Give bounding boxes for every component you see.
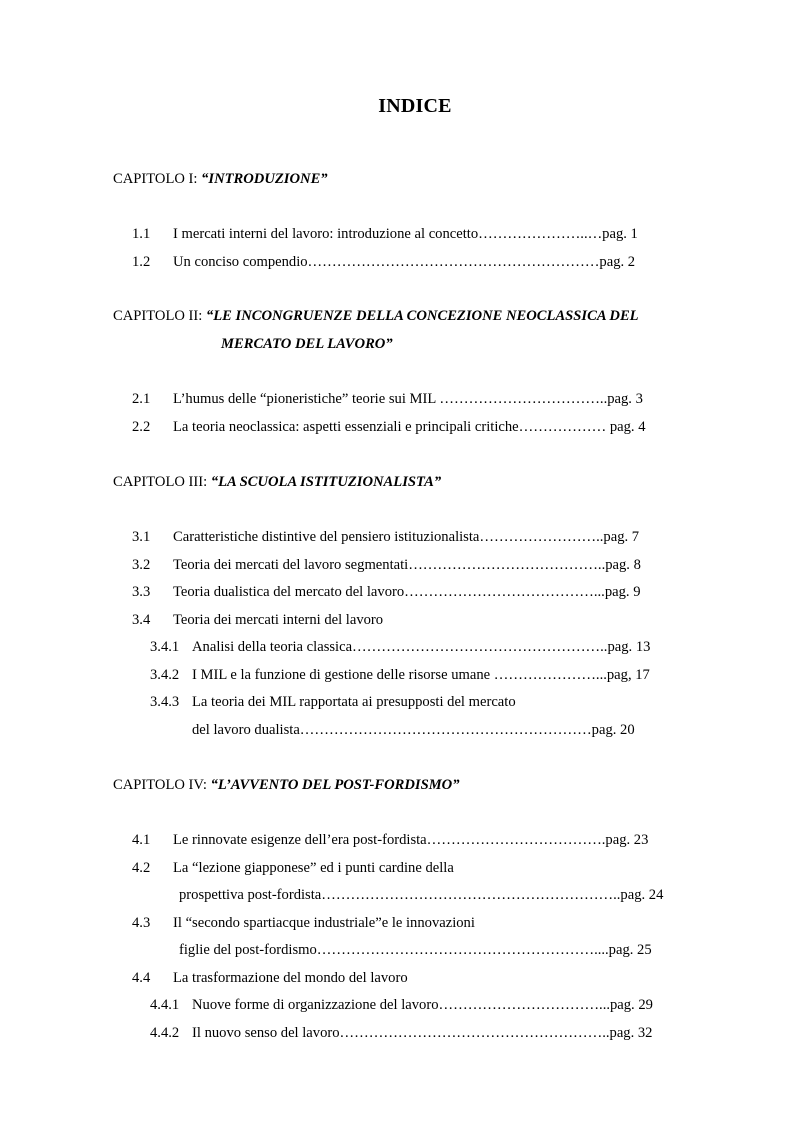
- chapter-label: CAPITOLO IV:: [113, 777, 211, 793]
- entry-number: 3.4.1: [150, 639, 180, 655]
- entry-text-continued: figlie del post-fordismo…………………………………………………....pag. 25: [179, 942, 652, 958]
- entry-number: 4.4.2: [150, 1025, 180, 1041]
- entry-number: 1.1: [132, 226, 151, 242]
- chapter-label: CAPITOLO I:: [113, 171, 202, 187]
- chapter-label: CAPITOLO III:: [113, 474, 211, 490]
- entry-text: Teoria dei mercati del lavoro segmentati…………………………………..pag. 8: [173, 557, 641, 573]
- entry-text: Il nuovo senso del lavoro………………………………………………..pag. 32: [192, 1025, 653, 1041]
- entry-text: I MIL e la funzione di gestione delle risorse umane …………………...pag, 17: [192, 667, 650, 683]
- entry-text: La teoria neoclassica: aspetti essenziali e principali critiche……………… pag. 4: [173, 419, 646, 435]
- entry-number: 4.4: [132, 970, 151, 986]
- entry-text: La teoria dei MIL rapportata ai presupposti del mercato: [192, 694, 516, 710]
- chapter-heading: [113, 169, 328, 189]
- entry-number: 3.1: [132, 529, 151, 545]
- chapter-title: “L’AVVENTO DEL POST-FORDISMO”: [210, 777, 460, 793]
- entry-number: 4.2: [132, 860, 151, 876]
- chapter-title: “INTRODUZIONE”: [201, 171, 328, 187]
- entry-text: Un conciso compendio……………………………………………………pag. 2: [173, 254, 636, 270]
- entry-text: Il “secondo spartiacque industriale”e le innovazioni: [173, 915, 475, 931]
- entry-text: Nuove forme di organizzazione del lavoro……………………………...pag. 29: [192, 997, 653, 1013]
- entry-number: 4.3: [132, 915, 151, 931]
- entry-text-continued: prospettiva post-fordista……………………………………………………..pag. 24: [179, 887, 664, 903]
- chapter-heading: [113, 472, 441, 492]
- entry-text: L’humus delle “pioneristiche” teorie sui MIL ……………………………..pag. 3: [173, 391, 643, 407]
- entry-text: La “lezione giapponese” ed i punti cardine della: [173, 860, 454, 876]
- entry-text: Teoria dei mercati interni del lavoro: [173, 612, 384, 628]
- entry-number: 4.4.1: [150, 997, 180, 1013]
- entry-number: 3.3: [132, 584, 151, 600]
- entry-number: 3.2: [132, 557, 151, 573]
- entry-text: I mercati interni del lavoro: introduzione al concetto…………………..…pag. 1: [173, 226, 638, 242]
- entry-number: 2.2: [132, 419, 151, 435]
- entry-text: Analisi della teoria classica……………………………………………..pag. 13: [192, 639, 651, 655]
- chapter-title-continued: MERCATO DEL LAVORO”: [221, 336, 393, 352]
- entry-number: 3.4: [132, 612, 151, 628]
- entry-number: 3.4.2: [150, 667, 180, 683]
- entry-text: Caratteristiche distintive del pensiero istituzionalista……………………..pag. 7: [173, 529, 640, 545]
- entry-text: Teoria dualistica del mercato del lavoro…………………………………...pag. 9: [173, 584, 641, 600]
- chapter-title: “LE INCONGRUENZE DELLA CONCEZIONE NEOCLASSICA DEL: [205, 308, 639, 324]
- chapter-label: CAPITOLO II:: [113, 308, 206, 324]
- entry-number: 4.1: [132, 832, 151, 848]
- chapter-title: “LA SCUOLA ISTITUZIONALISTA”: [210, 474, 442, 490]
- chapter-heading: [113, 306, 639, 326]
- entry-number: 1.2: [132, 254, 151, 270]
- entry-number: 3.4.3: [150, 694, 180, 710]
- entry-text: Le rinnovate esigenze dell’era post-fordista……………………………….pag. 23: [173, 832, 649, 848]
- page-title: INDICE: [378, 95, 452, 117]
- chapter-heading: [113, 775, 460, 795]
- entry-text: La trasformazione del mondo del lavoro: [173, 970, 408, 986]
- entry-number: 2.1: [132, 391, 151, 407]
- entry-text-continued: del lavoro dualista……………………………………………………pag. 20: [192, 722, 635, 738]
